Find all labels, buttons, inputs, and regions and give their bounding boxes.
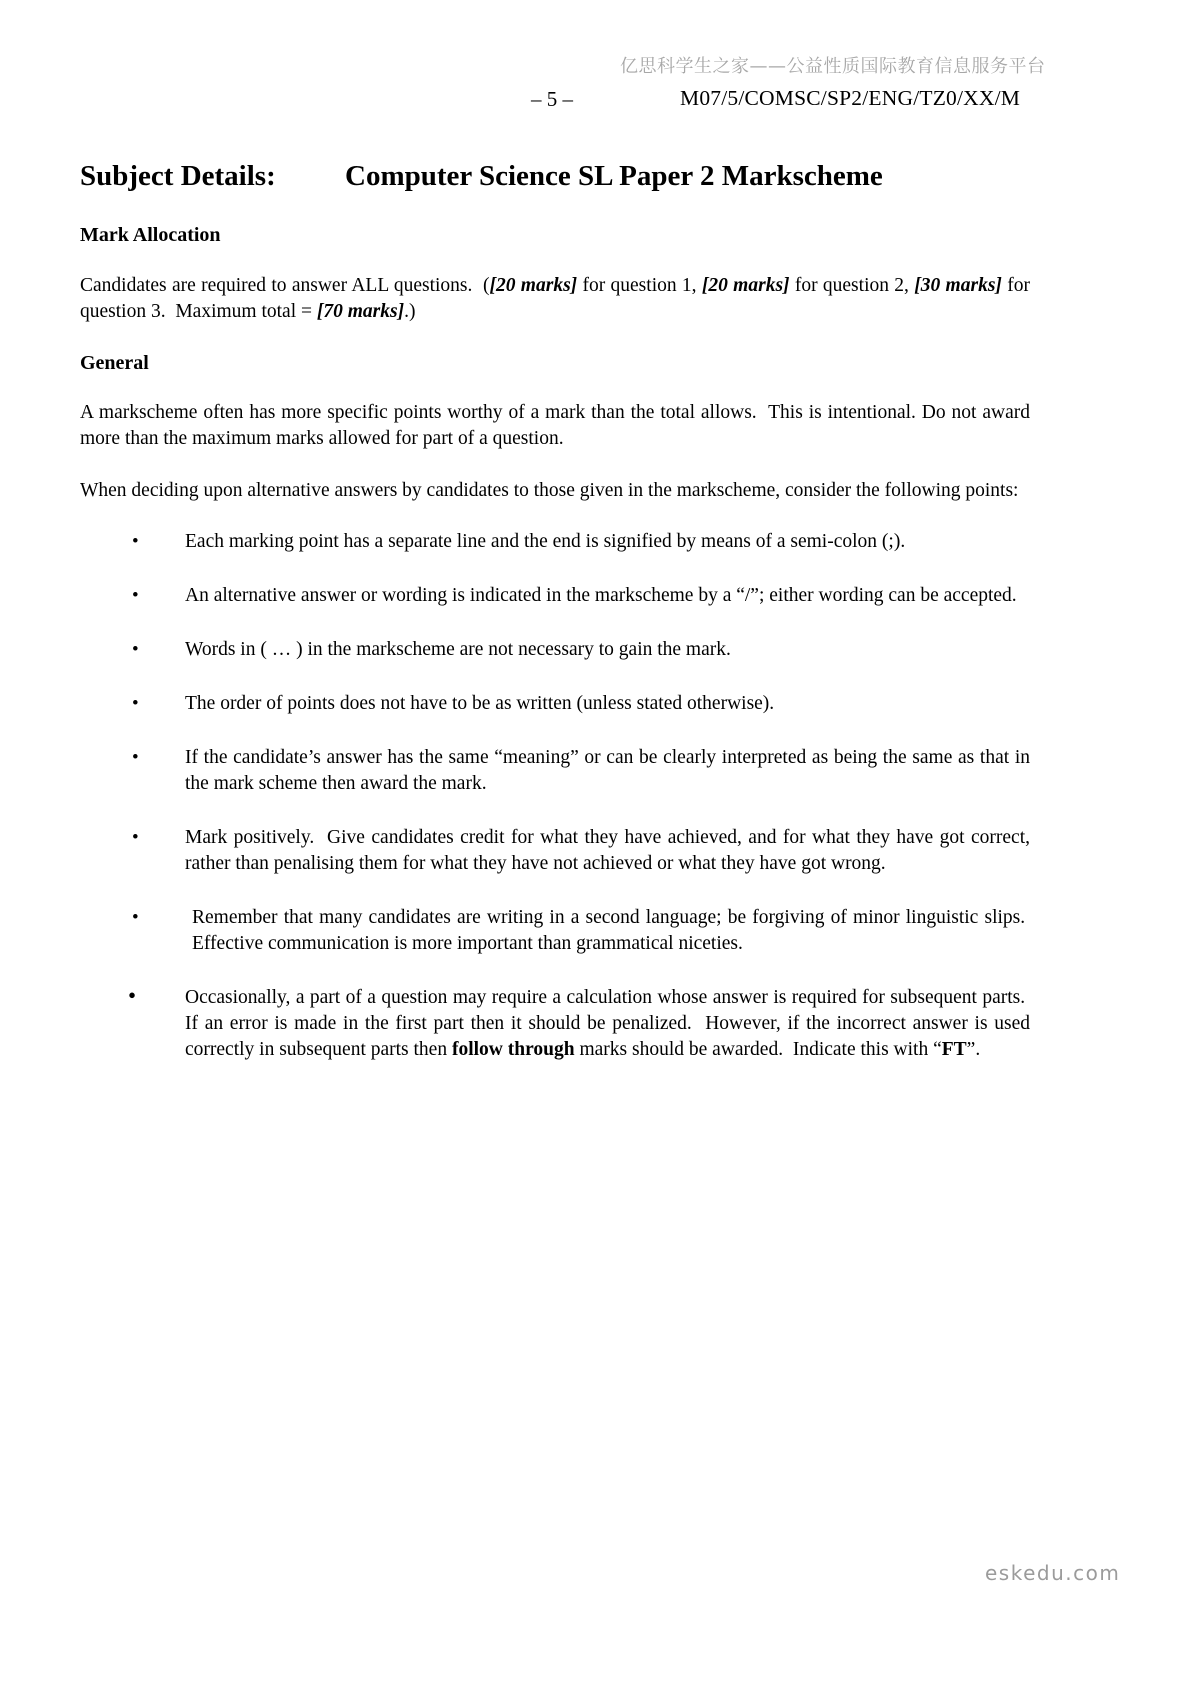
bullet-icon: •: [132, 827, 139, 848]
marks-value: [30 marks]: [914, 275, 1002, 296]
text-segment: for question 3. Maximum total =: [80, 275, 1030, 322]
bullet-icon: •: [132, 639, 139, 660]
list-item: [80, 825, 1030, 877]
text-segment: for question 2,: [789, 275, 915, 296]
text-segment: for question 1,: [577, 275, 702, 296]
ft-abbreviation: FT: [941, 1039, 967, 1060]
bullet-text: If the candidate’s answer has the same “meaning” or can be clearly interpreted as being the same as that in the mark scheme then award the mark.: [185, 747, 1030, 794]
list-item: [80, 985, 1030, 1063]
list-item: [80, 529, 1030, 555]
list-item: [80, 637, 1030, 663]
general-paragraph-1: A markscheme often has more specific points worthy of a mark than the total allows. This is intentional. Do not award more than the maximum marks allowed for part of a question.: [80, 402, 1030, 449]
bullet-icon: •: [132, 907, 139, 928]
bullet-icon: •: [128, 983, 137, 1008]
header-watermark-cn: 亿思科学生之家——公益性质国际教育信息服务平台: [620, 56, 1046, 77]
bullet-icon: •: [132, 747, 139, 768]
marks-value: [20 marks]: [701, 275, 790, 296]
title-main: Computer Science SL Paper 2 Markscheme: [345, 160, 883, 192]
bullet-text: Words in ( … ) in the markscheme are not necessary to gain the mark.: [185, 639, 731, 660]
bullet-text: Each marking point has a separate line and the end is signified by means of a semi-colon (;).: [185, 531, 906, 552]
mark-allocation-paragraph: [80, 273, 1030, 325]
text-segment: ”.: [966, 1039, 981, 1060]
bullet-text: The order of points does not have to be as written (unless stated otherwise).: [185, 693, 775, 714]
list-item: [80, 745, 1030, 797]
page-number: – 5 –: [531, 87, 573, 111]
exam-code: M07/5/COMSC/SP2/ENG/TZ0/XX/M: [680, 86, 1021, 110]
bullet-icon: •: [132, 585, 139, 606]
document-content: [80, 160, 1030, 1063]
title-label: Subject Details:: [80, 160, 276, 192]
follow-through-term: follow through: [451, 1039, 575, 1060]
bullet-text: Remember that many candidates are writing in a second language; be forgiving of minor linguistic slips. Effective communication is more important than grammatical niceties.: [192, 907, 1030, 954]
bullet-text: [185, 987, 1030, 1060]
general-bullet-list: [80, 529, 1030, 1063]
bullet-icon: •: [132, 531, 139, 552]
list-item: [80, 691, 1030, 717]
bullet-text: An alternative answer or wording is indicated in the markscheme by a “/”; either wording can be accepted.: [185, 585, 1017, 606]
marks-value: [20 marks]: [489, 275, 578, 296]
list-item: [80, 905, 1030, 957]
marks-value: [70 marks]: [316, 301, 405, 322]
bullet-icon: •: [132, 693, 139, 714]
heading-mark-allocation: Mark Allocation: [80, 224, 221, 246]
bullet-text: Mark positively. Give candidates credit for what they have achieved, and for what they have got correct, rather than penalising them for what they have not achieved or what they have got wrong.: [185, 827, 1030, 874]
list-item: [80, 583, 1030, 609]
footer-watermark: eskedu.com: [985, 1561, 1121, 1585]
text-segment: .): [404, 301, 416, 322]
text-segment: Occasionally, a part of a question may require a calculation whose answer is required for subsequent parts. If an error is made in the first part then it should be penalized. However, if the incorrect answer is used correctly in subsequent parts then: [185, 987, 1030, 1060]
page-title: [80, 160, 1030, 192]
general-paragraph-2: When deciding upon alternative answers by candidates to those given in the markscheme, consider the following points:: [80, 480, 1019, 501]
heading-general: General: [80, 352, 149, 374]
text-segment: marks should be awarded. Indicate this with “: [574, 1039, 942, 1060]
text-segment: Candidates are required to answer ALL questions. (: [80, 275, 490, 296]
